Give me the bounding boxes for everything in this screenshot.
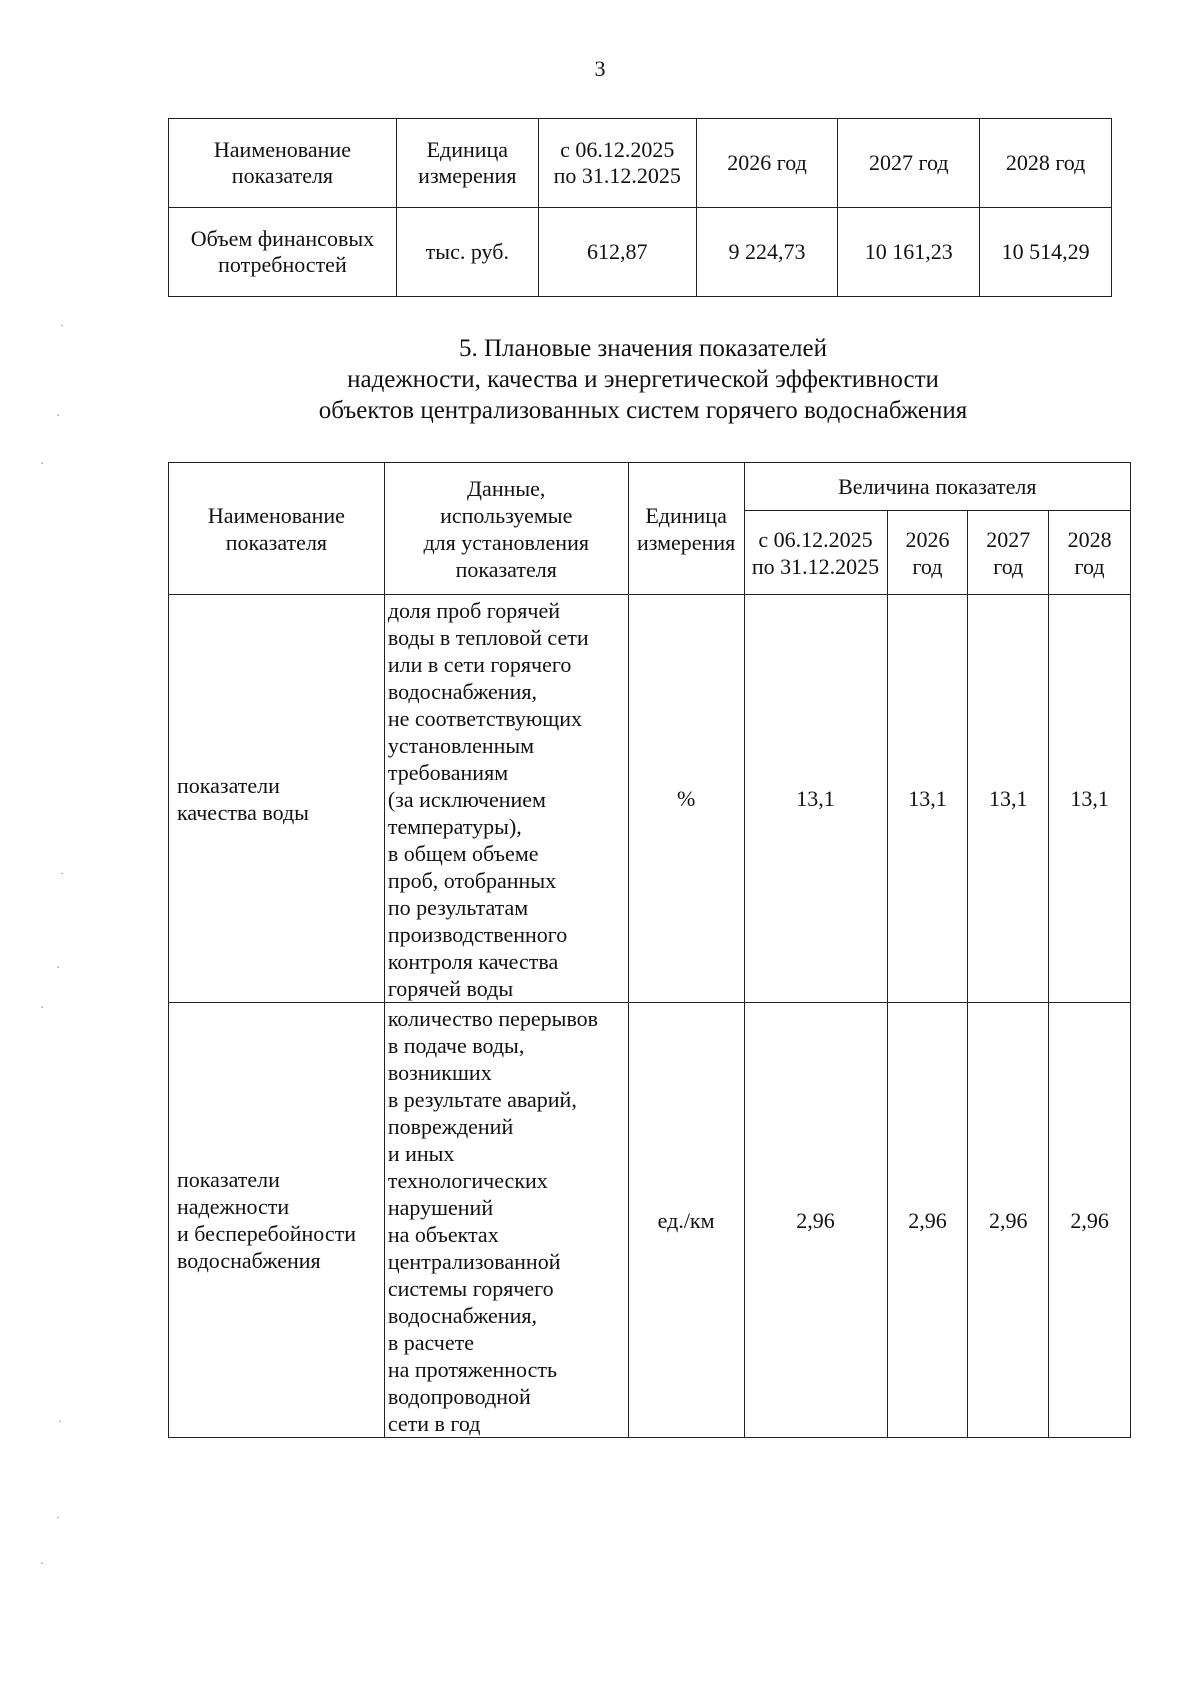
row-period-value: 13,1 (744, 595, 887, 1003)
header-2028: 2028 год (980, 119, 1112, 208)
header-data: Данные, используемые для установления показателя (384, 463, 628, 595)
header-2027: 2027 год (838, 119, 980, 208)
scan-speck: · (56, 408, 60, 422)
table-header-row (169, 463, 1131, 511)
row-period-value: 2,96 (744, 1003, 887, 1438)
scan-speck: · (56, 960, 60, 974)
table-row (169, 1003, 1131, 1438)
row-unit: % (628, 595, 744, 1003)
header-name: Наименование показателя (169, 119, 397, 208)
row-period-value: 612,87 (538, 208, 696, 297)
header-2027: 2027 год (968, 511, 1049, 595)
page-number: 3 (594, 56, 606, 81)
section-5-title (0, 333, 1200, 426)
scan-speck: · (40, 1556, 44, 1570)
row-unit: тыс. руб. (396, 208, 538, 297)
table-row (169, 208, 1112, 297)
row-data-description: количество перерывов в подаче воды, возникших в результате аварий, повреждений и иных технологических нарушений на объектах централизованной системы горячего водоснабжения, в расчете на протяженность водопроводной сети в год (384, 1003, 628, 1438)
header-2028: 2028 год (1049, 511, 1131, 595)
header-value-group: Величина показателя (744, 463, 1130, 511)
row-name: Объем финансовых потребностей (169, 208, 397, 297)
row-unit: ед./км (628, 1003, 744, 1438)
row-name: показатели надежности и бесперебойности водоснабжения (169, 1003, 385, 1438)
row-2028-value: 13,1 (1049, 595, 1131, 1003)
section-title-line: объектов централизованных систем горячего водоснабжения (318, 397, 968, 424)
row-2026-value: 2,96 (887, 1003, 968, 1438)
header-period: с 06.12.2025 по 31.12.2025 (538, 119, 696, 208)
row-2027-value: 10 161,23 (838, 208, 980, 297)
scan-speck: · (60, 866, 64, 880)
row-2027-value: 13,1 (968, 595, 1049, 1003)
table-header-row (169, 119, 1112, 208)
section-title-line: 5. Плановые значения показателей (458, 335, 828, 362)
section-title-line: надежности, качества и энергетической эффективности (347, 366, 939, 393)
indicators-table (168, 462, 1131, 1438)
header-unit: Единица измерения (628, 463, 744, 595)
scan-speck: · (56, 1510, 60, 1524)
header-unit: Единица измерения (396, 119, 538, 208)
row-2026-value: 9 224,73 (696, 208, 838, 297)
scan-speck: · (60, 318, 64, 332)
row-2028-value: 10 514,29 (980, 208, 1112, 297)
row-name: показатели качества воды (169, 595, 385, 1003)
scan-speck: · (40, 1000, 44, 1014)
table-row (169, 595, 1131, 1003)
scan-speck: · (40, 456, 44, 470)
header-period: с 06.12.2025 по 31.12.2025 (744, 511, 887, 595)
row-2026-value: 13,1 (887, 595, 968, 1003)
financial-needs-table (168, 118, 1112, 297)
header-2026: 2026 год (696, 119, 838, 208)
row-2028-value: 2,96 (1049, 1003, 1131, 1438)
row-2027-value: 2,96 (968, 1003, 1049, 1438)
header-name: Наименование показателя (169, 463, 385, 595)
header-2026: 2026 год (887, 511, 968, 595)
row-data-description: доля проб горячей воды в тепловой сети или в сети горячего водоснабжения, не соответствующих установленным требованиям (за исключением температуры), в общем объеме проб, отобранных по результатам производственного контроля качества горячей воды (384, 595, 628, 1003)
scan-speck: · (58, 1414, 62, 1428)
